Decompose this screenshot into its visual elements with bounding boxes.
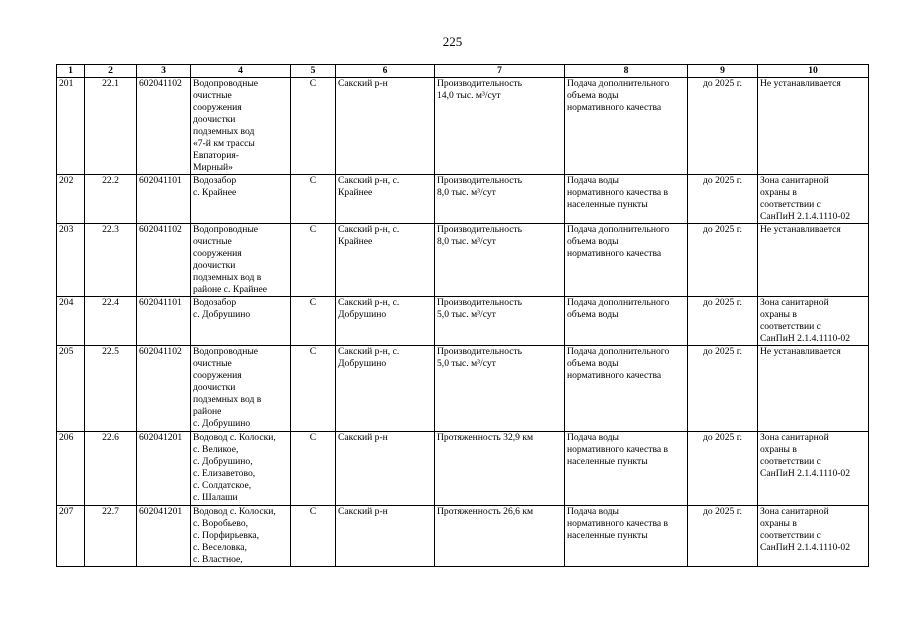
item-code: 22.2 bbox=[85, 175, 137, 224]
column-header: 8 bbox=[565, 65, 688, 78]
item-code: 22.3 bbox=[85, 224, 137, 297]
deadline: до 2025 г. bbox=[688, 506, 758, 567]
row-number: 204 bbox=[57, 297, 85, 346]
item-code: 22.5 bbox=[85, 346, 137, 432]
deadline: до 2025 г. bbox=[688, 346, 758, 432]
table-row bbox=[57, 297, 869, 346]
column-header: 5 bbox=[291, 65, 336, 78]
object-code: 602041102 bbox=[137, 78, 191, 175]
table-row bbox=[57, 175, 869, 224]
object-code: 602041102 bbox=[137, 346, 191, 432]
item-code: 22.4 bbox=[85, 297, 137, 346]
row-number: 206 bbox=[57, 432, 85, 506]
object-status: С bbox=[291, 297, 336, 346]
location: Сакский р-н bbox=[336, 432, 435, 506]
protection-zone: Зона санитарной охраны в соответствии с СанПиН 2.1.4.1110-02 bbox=[758, 506, 869, 567]
table-row bbox=[57, 346, 869, 432]
object-code: 602041201 bbox=[137, 432, 191, 506]
item-code: 22.6 bbox=[85, 432, 137, 506]
table-row bbox=[57, 506, 869, 567]
register-table bbox=[56, 64, 869, 567]
purpose: Подача воды нормативного качества в населенные пункты bbox=[565, 432, 688, 506]
purpose: Подача воды нормативного качества в населенные пункты bbox=[565, 175, 688, 224]
characteristics: Производительность 5,0 тыс. м³/сут bbox=[435, 297, 565, 346]
deadline: до 2025 г. bbox=[688, 78, 758, 175]
object-code: 602041102 bbox=[137, 224, 191, 297]
column-header: 10 bbox=[758, 65, 869, 78]
object-name: Водопроводные очистные сооружения доочистки подземных вод «7-й км трассы Евпатория- Мирный» bbox=[191, 78, 291, 175]
deadline: до 2025 г. bbox=[688, 224, 758, 297]
object-name: Водовод с. Колоски, с. Воробьево, с. Порфирьевка, с. Веселовка, с. Властное, bbox=[191, 506, 291, 567]
table-row bbox=[57, 78, 869, 175]
characteristics: Производительность 5,0 тыс. м³/сут bbox=[435, 346, 565, 432]
column-header: 6 bbox=[336, 65, 435, 78]
protection-zone: Не устанавливается bbox=[758, 78, 869, 175]
item-code: 22.7 bbox=[85, 506, 137, 567]
object-name: Водозабор с. Добрушино bbox=[191, 297, 291, 346]
object-status: С bbox=[291, 506, 336, 567]
protection-zone: Не устанавливается bbox=[758, 224, 869, 297]
characteristics: Производительность 8,0 тыс. м³/сут bbox=[435, 175, 565, 224]
row-number: 201 bbox=[57, 78, 85, 175]
characteristics: Производительность 14,0 тыс. м³/сут bbox=[435, 78, 565, 175]
object-name: Водопроводные очистные сооружения доочистки подземных вод в районе с. Крайнее bbox=[191, 224, 291, 297]
object-code: 602041101 bbox=[137, 175, 191, 224]
column-header: 9 bbox=[688, 65, 758, 78]
header-row bbox=[57, 65, 869, 78]
column-header: 3 bbox=[137, 65, 191, 78]
protection-zone: Зона санитарной охраны в соответствии с СанПиН 2.1.4.1110-02 bbox=[758, 297, 869, 346]
item-code: 22.1 bbox=[85, 78, 137, 175]
protection-zone: Не устанавливается bbox=[758, 346, 869, 432]
deadline: до 2025 г. bbox=[688, 432, 758, 506]
purpose: Подача дополнительного объема воды нормативного качества bbox=[565, 78, 688, 175]
purpose: Подача воды нормативного качества в населенные пункты bbox=[565, 506, 688, 567]
object-status: С bbox=[291, 432, 336, 506]
object-code: 602041101 bbox=[137, 297, 191, 346]
deadline: до 2025 г. bbox=[688, 175, 758, 224]
deadline: до 2025 г. bbox=[688, 297, 758, 346]
characteristics: Производительность 8,0 тыс. м³/сут bbox=[435, 224, 565, 297]
purpose: Подача дополнительного объема воды нормативного качества bbox=[565, 224, 688, 297]
row-number: 205 bbox=[57, 346, 85, 432]
location: Сакский р-н, с. Крайнее bbox=[336, 175, 435, 224]
purpose: Подача дополнительного объема воды bbox=[565, 297, 688, 346]
object-status: С bbox=[291, 175, 336, 224]
characteristics: Протяженность 32,9 км bbox=[435, 432, 565, 506]
location: Сакский р-н, с. Добрушино bbox=[336, 346, 435, 432]
object-status: С bbox=[291, 78, 336, 175]
column-header: 1 bbox=[57, 65, 85, 78]
protection-zone: Зона санитарной охраны в соответствии с СанПиН 2.1.4.1110-02 bbox=[758, 175, 869, 224]
object-code: 602041201 bbox=[137, 506, 191, 567]
protection-zone: Зона санитарной охраны в соответствии с СанПиН 2.1.4.1110-02 bbox=[758, 432, 869, 506]
table-row bbox=[57, 432, 869, 506]
table-row bbox=[57, 224, 869, 297]
object-name: Водовод с. Колоски, с. Великое, с. Добрушино, с. Елизаветово, с. Солдатское, с. Шалаши bbox=[191, 432, 291, 506]
object-name: Водозабор с. Крайнее bbox=[191, 175, 291, 224]
location: Сакский р-н, с. Крайнее bbox=[336, 224, 435, 297]
column-header: 2 bbox=[85, 65, 137, 78]
row-number: 203 bbox=[57, 224, 85, 297]
column-header: 4 bbox=[191, 65, 291, 78]
object-status: С bbox=[291, 224, 336, 297]
column-header: 7 bbox=[435, 65, 565, 78]
location: Сакский р-н, с. Добрушино bbox=[336, 297, 435, 346]
characteristics: Протяженность 26,6 км bbox=[435, 506, 565, 567]
purpose: Подача дополнительного объема воды нормативного качества bbox=[565, 346, 688, 432]
object-status: С bbox=[291, 346, 336, 432]
row-number: 207 bbox=[57, 506, 85, 567]
location: Сакский р-н bbox=[336, 506, 435, 567]
row-number: 202 bbox=[57, 175, 85, 224]
location: Сакский р-н bbox=[336, 78, 435, 175]
page-number: 225 bbox=[442, 34, 463, 49]
object-name: Водопроводные очистные сооружения доочистки подземных вод в районе с. Добрушино bbox=[191, 346, 291, 432]
